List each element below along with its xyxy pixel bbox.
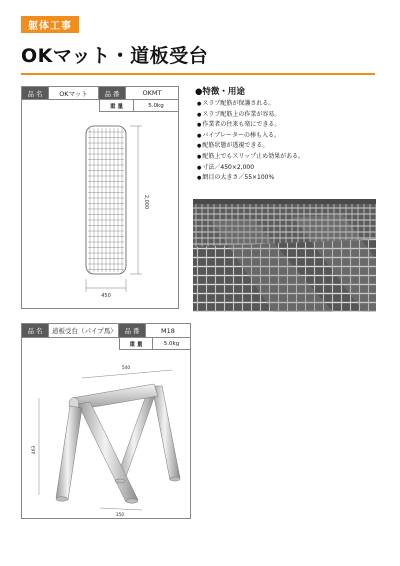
- dim-bottom-label: 350: [115, 513, 125, 518]
- feature-item: ● 配筋状態が透視できる。: [197, 141, 304, 152]
- weight-row: [22, 338, 190, 350]
- foot-back-right: [170, 477, 180, 481]
- feature-item: ● 配筋上でもスリップ止め効果がある。: [197, 152, 304, 163]
- leg-back-right: [152, 386, 180, 480]
- features-heading: ●特徴・用途: [195, 87, 245, 97]
- foot-back-left: [115, 479, 125, 483]
- feature-item: ● スラブ配筋が保護される。: [197, 99, 304, 110]
- feature-item: ● 網目の大きさ／55×100%: [197, 173, 304, 184]
- dim-width-label: 450: [101, 293, 111, 299]
- product-panel-ok-mat: [21, 86, 179, 309]
- weight-label: 重 量: [99, 100, 134, 112]
- product-header: [22, 324, 190, 338]
- pipe-horse-drawing: [22, 350, 190, 518]
- name-label: 品 名: [22, 324, 49, 337]
- product-header: [22, 87, 178, 100]
- mat-drawing: [22, 112, 178, 308]
- product-code: OKMT: [142, 89, 162, 97]
- code-label: 品 番: [99, 87, 126, 99]
- features-list: [197, 99, 304, 184]
- feature-item: ● 作業者の往来も楽にできる。: [197, 120, 304, 131]
- dim-top-label: 540: [121, 366, 131, 371]
- dim-height-label: 2,000: [143, 194, 149, 210]
- weight-value: 5.0kg: [134, 100, 178, 112]
- category-tag: 躯体工事: [21, 16, 79, 33]
- product-panel-pipe-horse: [21, 323, 191, 519]
- feature-item: ● スラブ配筋上の作業が容易。: [197, 110, 304, 121]
- mat-grid: [88, 128, 124, 272]
- product-name: 道板受台（パイプ馬）: [49, 324, 119, 337]
- name-label: 品 名: [22, 87, 49, 99]
- site-photo-illustration: [193, 199, 376, 312]
- leg-front-left: [56, 406, 82, 500]
- product-code: M18: [161, 326, 175, 335]
- site-photo: [193, 199, 376, 312]
- weight-label: 重 量: [119, 338, 153, 350]
- weight-row: [22, 100, 178, 112]
- foot-front-right: [126, 499, 138, 503]
- weight-value: 5.0kg: [153, 338, 190, 350]
- title-underline: [21, 73, 375, 75]
- dim-line-top: [82, 370, 172, 378]
- feature-item: ● 寸法／450×2,000: [197, 163, 304, 174]
- feature-item: ● バイブレーターの棒も入る。: [197, 131, 304, 142]
- dim-line-bottom: [100, 508, 142, 510]
- page-title: OKマット・道板受台: [21, 45, 209, 67]
- product-name: OKマット: [49, 87, 99, 99]
- dim-height-label: 463: [32, 445, 37, 455]
- foot-front-left: [56, 497, 68, 501]
- code-label: 品 番: [119, 324, 146, 337]
